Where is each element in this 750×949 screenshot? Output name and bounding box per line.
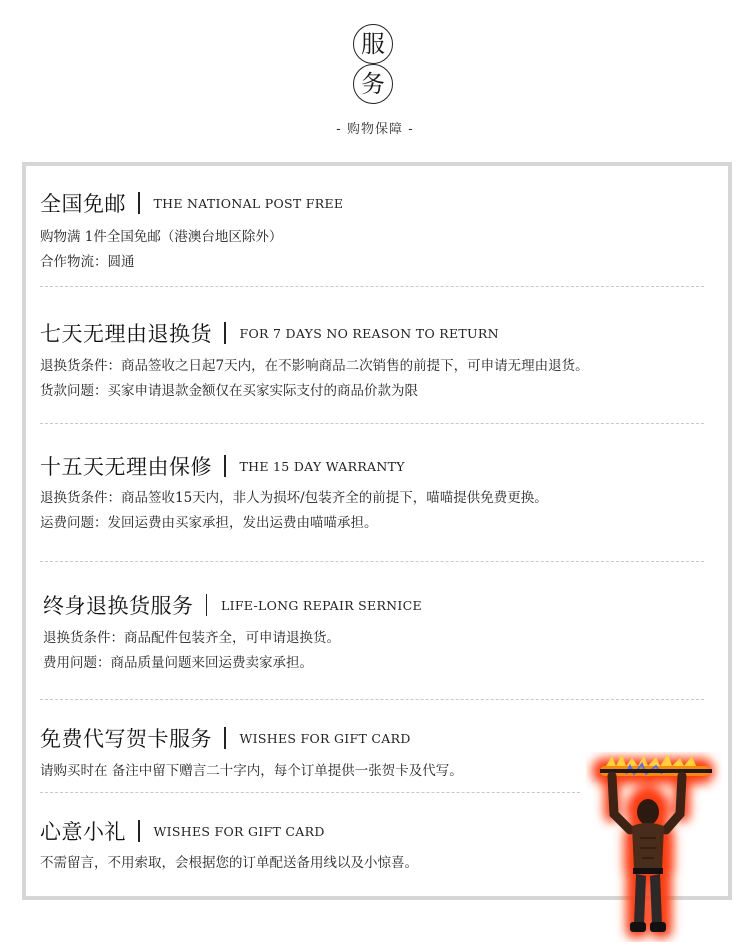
page-header xyxy=(0,0,750,150)
dashed-divider xyxy=(40,699,704,700)
section-line: 退换货条件：商品配件包装齐全，可申请退换货。 xyxy=(43,630,340,646)
dashed-divider xyxy=(40,561,704,562)
section-line: 合作物流：圆通 xyxy=(40,254,135,270)
title-separator xyxy=(224,455,226,477)
section-title-en: FOR 7 DAYS NO REASON TO RETURN xyxy=(239,325,499,341)
section-title xyxy=(40,451,405,481)
section-line: 退换货条件：商品签收之日起7天内，在不影响商品二次销售的前提下，可申请无理由退货。 xyxy=(40,358,589,374)
section-line: 购物满 1件全国免邮（港澳台地区除外） xyxy=(40,229,283,245)
section-line: 请购买时在 备注中留下赠言二十字内，每个订单提供一张贺卡及代写。 xyxy=(40,763,463,779)
section-title-cn: 七天无理由退换货 xyxy=(40,322,212,346)
title-separator xyxy=(206,594,208,616)
header-char-circle-1 xyxy=(353,24,393,64)
header-char-circle-2 xyxy=(353,64,393,104)
section-title xyxy=(40,816,325,846)
section-title-cn: 心意小礼 xyxy=(40,820,126,844)
dashed-divider xyxy=(40,286,704,287)
character-figure-image xyxy=(586,752,722,942)
dashed-divider xyxy=(40,792,580,793)
section-title xyxy=(40,188,343,218)
section-line: 不需留言，不用索取，会根据您的订单配送备用线以及小惊喜。 xyxy=(40,855,418,871)
section-line: 货款问题：买家申请退款金额仅在买家实际支付的商品价款为限 xyxy=(40,383,418,399)
title-separator xyxy=(138,820,140,842)
section-title-en: LIFE-LONG REPAIR SERNICE xyxy=(221,597,422,613)
section-title xyxy=(43,590,422,620)
header-char-2: 务 xyxy=(361,70,385,98)
header-subtitle: - 购物保障 - xyxy=(336,122,414,137)
section-line: 运费问题：发回运费由买家承担，发出运费由喵喵承担。 xyxy=(40,515,378,531)
section-line: 退换货条件：商品签收15天内，非人为损坏/包装齐全的前提下，喵喵提供免费更换。 xyxy=(40,490,548,506)
section-title-en: WISHES FOR GIFT CARD xyxy=(239,730,411,746)
section-title-en: THE NATIONAL POST FREE xyxy=(153,195,344,211)
title-separator xyxy=(138,192,140,214)
title-separator xyxy=(224,727,226,749)
section-title xyxy=(40,723,411,753)
section-title-cn: 全国免邮 xyxy=(40,192,126,216)
title-separator xyxy=(224,322,226,344)
header-char-1: 服 xyxy=(361,30,385,58)
dashed-divider xyxy=(40,423,704,424)
section-title-en: THE 15 DAY WARRANTY xyxy=(239,458,405,474)
section-title-cn: 十五天无理由保修 xyxy=(40,455,212,479)
section-title-cn: 免费代写贺卡服务 xyxy=(40,727,212,751)
section-line: 费用问题：商品质量问题来回运费卖家承担。 xyxy=(43,655,313,671)
section-title-en: WISHES FOR GIFT CARD xyxy=(153,823,325,839)
section-title-cn: 终身退换货服务 xyxy=(43,594,194,618)
section-title xyxy=(40,318,499,348)
